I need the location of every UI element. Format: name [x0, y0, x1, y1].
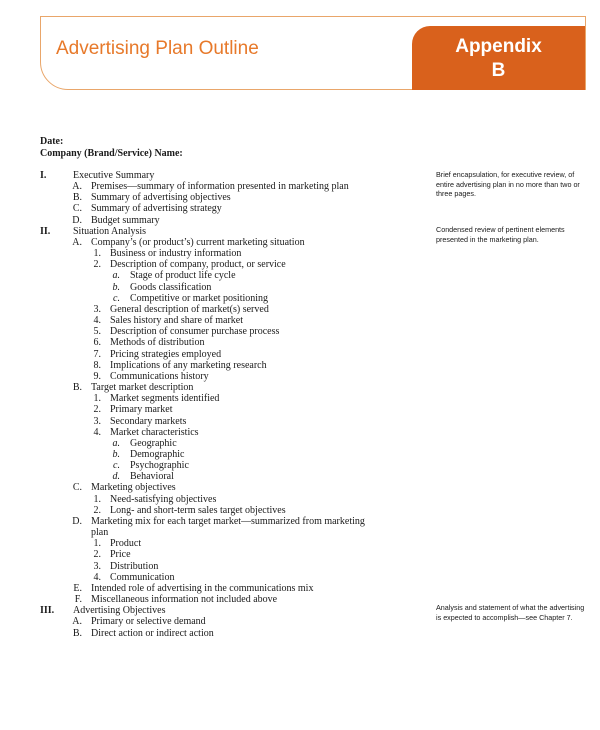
outline-item-label: B. [72, 627, 82, 639]
outline-item-label: 2. [93, 549, 101, 561]
date-label: Date: [40, 136, 64, 147]
outline-item-text: Geographic [130, 437, 177, 449]
outline-item-label: F. [74, 594, 82, 606]
outline-item-text: Goods classification [130, 281, 212, 293]
note-advertising-objectives: Analysis and statement of what the advertising is expected to accomplish—see Chapter 7. [436, 603, 585, 622]
company-label: Company (Brand/Service) Name: [40, 148, 183, 159]
outline-item-text: Competitive or market positioning [130, 292, 269, 304]
appendix-label: Appendix [455, 36, 542, 57]
outline-item-label: b. [112, 449, 120, 460]
document-title: Advertising Plan Outline [56, 38, 259, 59]
outline-item-label: 3. [93, 415, 101, 427]
outline-item-label: C. [72, 482, 82, 494]
outline-item-label: C. [72, 203, 82, 215]
outline-item-text: Pricing strategies employed [110, 348, 222, 360]
outline-item-text: Behavioral [130, 471, 174, 483]
outline-item-label: 1. [93, 493, 101, 505]
outline-item-label: E. [73, 582, 82, 594]
outline-item-text: Advertising Objectives [73, 605, 166, 617]
outline-item-text: Communications history [110, 370, 209, 382]
appendix-letter: B [491, 60, 506, 81]
outline-item-label: 7. [93, 348, 101, 360]
outline-item-text: Summary of advertising objectives [91, 192, 231, 204]
outline-item-label: 5. [93, 326, 101, 338]
outline-item-text: Executive Summary [73, 170, 155, 181]
outline-item-label: 2. [93, 259, 101, 271]
outline-item-text: Product [110, 538, 142, 550]
outline-item-label: A. [72, 181, 82, 193]
note-situation-analysis: Condensed review of pertinent elements presented in the marketing plan. [436, 225, 565, 244]
outline-item-text: Primary or selective demand [91, 616, 206, 628]
outline-item-label: A. [72, 616, 82, 628]
outline-item-label: III. [40, 605, 55, 617]
outline-item-text: Demographic [130, 449, 185, 460]
outline-item-text: Methods of distribution [110, 337, 205, 349]
outline-item-label: 2. [93, 504, 101, 516]
outline-item-label: 1. [93, 393, 101, 405]
outline-item-label: 4. [93, 426, 101, 438]
outline-item-text: Situation Analysis [73, 225, 147, 237]
outline-item-text: Price [110, 549, 131, 561]
outline-item-label: 6. [93, 337, 101, 349]
appendix-badge [412, 26, 585, 90]
outline-item-text: Sales history and share of market [110, 315, 244, 327]
outline-item-label: 1. [93, 248, 101, 260]
outline-item-label: 1. [93, 538, 101, 550]
outline-item-text: Secondary markets [110, 415, 187, 427]
outline-item-text: Marketing mix for each target market—summarized from marketing [91, 515, 365, 527]
outline-item-label: c. [113, 292, 120, 304]
outline-item-text: Stage of product life cycle [130, 270, 236, 282]
outline-item-label: 4. [93, 571, 101, 583]
outline-item-label: 3. [93, 303, 101, 315]
outline-item-label: a. [112, 270, 120, 282]
outline-item-text: Market segments identified [110, 393, 220, 405]
outline-item-text: Description of company, product, or service [110, 259, 286, 271]
outline-item-label: 9. [93, 370, 101, 382]
outline-item-label: a. [112, 437, 120, 449]
outline-item-text: Marketing objectives [91, 482, 176, 494]
outline-item-text: Direct action or indirect action [91, 627, 214, 639]
outline-item-text: Business or industry information [110, 248, 242, 260]
outline-item-label: b. [112, 281, 120, 293]
outline-item-label: D. [72, 214, 82, 226]
outline-item-label: B. [72, 192, 82, 204]
outline-item-label: 3. [93, 560, 101, 572]
outline-item-text: Distribution [110, 560, 159, 572]
outline-item-text: Intended role of advertising in the communications mix [91, 582, 314, 594]
outline-item-label: D. [72, 515, 82, 527]
outline-item-text: Budget summary [91, 214, 160, 226]
outline-item-text: Company’s (or product’s) current marketing situation [91, 236, 305, 248]
outline-item-label: d. [112, 471, 120, 483]
outline-item-text: Target market description [91, 382, 194, 394]
outline-item-text: Summary of advertising strategy [91, 203, 222, 215]
outline-item-text: Market characteristics [110, 426, 199, 438]
outline-item-label: 8. [93, 359, 101, 371]
outline-item-label: II. [40, 225, 51, 237]
outline-item-text: Need-satisfying objectives [110, 493, 217, 505]
outline-item-text: Primary market [110, 404, 173, 416]
outline-item-label: I. [40, 170, 47, 181]
outline-item-label: 4. [93, 315, 101, 327]
outline-item-text: Psychographic [130, 460, 189, 472]
outline-item-text: Description of consumer purchase process [110, 326, 280, 338]
outline-item-label: A. [72, 236, 82, 248]
outline-item-label: c. [113, 460, 120, 472]
outline-item-text: plan [91, 527, 109, 539]
outline-item-text: Miscellaneous information not included above [91, 594, 278, 606]
outline-item-text: General description of market(s) served [110, 303, 269, 315]
outline-item-text: Communication [110, 571, 175, 583]
outline-item-label: B. [72, 382, 82, 394]
note-executive-summary: Brief encapsulation, for executive review, of entire advertising plan in no more than two or three pages. [436, 170, 580, 198]
outline-item-text: Premises—summary of information presented in marketing plan [91, 181, 349, 193]
outline-item-text: Long- and short-term sales target objectives [110, 504, 286, 516]
outline-item-text: Implications of any marketing research [110, 359, 267, 371]
outline-item-label: 2. [93, 404, 101, 416]
